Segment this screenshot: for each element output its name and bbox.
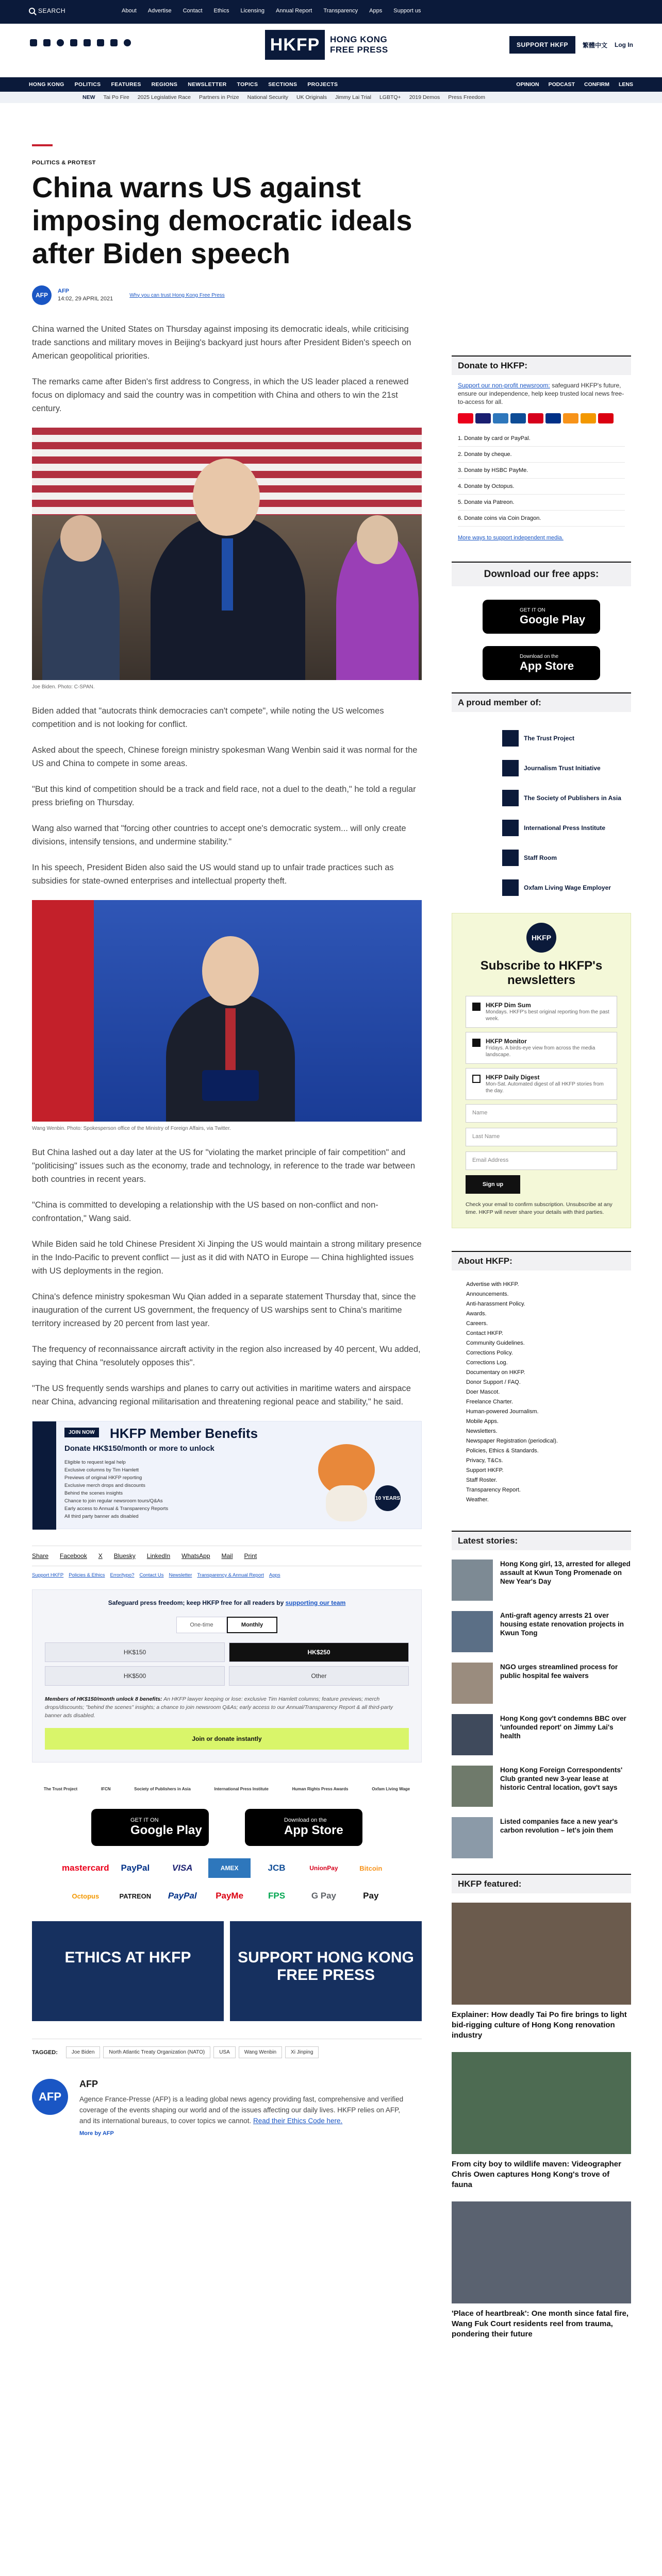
email-icon[interactable]: [110, 39, 118, 46]
org-logo[interactable]: Journalism Trust Initiative: [502, 753, 631, 783]
mastercard-icon: [458, 413, 473, 423]
member-title: HKFP Member Benefits: [110, 1426, 258, 1441]
utility-link-licensing[interactable]: Licensing: [240, 8, 264, 14]
utility-link-apps[interactable]: Apps: [369, 8, 383, 14]
featured-image: [452, 2201, 631, 2303]
author-avatar[interactable]: AFP: [32, 285, 52, 305]
featured-image: [452, 2052, 631, 2154]
utility-link-transparency[interactable]: Transparency: [323, 8, 358, 14]
about-link[interactable]: Staff Roster.: [466, 1477, 498, 1483]
newsletter-option[interactable]: HKFP Daily Digest Mon-Sat. Automated digest of all HKFP stories from the day.: [466, 1068, 617, 1100]
mascot-illustration: [297, 1429, 401, 1524]
about-link[interactable]: Documentary on HKFP.: [466, 1369, 525, 1376]
fps-icon: FPS: [268, 1891, 286, 1901]
visa-icon: VISA: [172, 1863, 193, 1873]
subnav-item[interactable]: Jimmy Lai Trial: [335, 94, 371, 100]
about-link[interactable]: Support HKFP.: [466, 1467, 504, 1473]
benefits-list: Eligible to request legal help Exclusive columns by Tim Hamlett Previews of original HKFP reporting Exclusive merch drops and discounts Behind the scenes insights Chance to join regular newsroom tours/Q&As Early access to Annual & Transparency Reports All third party banner ads disabled: [64, 1460, 169, 1519]
partner-logo[interactable]: Oxfam Living Wage: [372, 1786, 410, 1791]
article-footer-links: [32, 1572, 422, 1578]
language-link[interactable]: 繁體中文: [582, 41, 607, 49]
bluesky-icon[interactable]: [84, 39, 91, 46]
ten-years-badge: 10 YEARS: [375, 1485, 401, 1511]
article-paragraph: China warned the United States on Thursday against imposing its democratic ideals, while criticising trade sanctions and military moves in Beijing's backyard just hours after President Biden's speech on American geopolitical priorities.: [32, 325, 411, 361]
checkbox-checked[interactable]: [472, 1039, 481, 1047]
donate-heading: Safeguard press freedom; keep HKFP free for all readers by supporting our team: [108, 1599, 346, 1606]
instagram-icon[interactable]: [57, 39, 64, 46]
newsletter-option[interactable]: HKFP Dim Sum Mondays. HKFP's best original reporting from the past week.: [466, 996, 617, 1028]
about-link[interactable]: Anti-harassment Policy.: [466, 1301, 525, 1307]
payme-icon: PayMe: [216, 1891, 244, 1901]
monthly-option[interactable]: Monthly: [227, 1617, 277, 1633]
name-field[interactable]: Name: [466, 1104, 617, 1123]
top-utility-bar: [0, 0, 662, 24]
subnav-item[interactable]: Press Freedom: [448, 94, 486, 100]
about-link[interactable]: Transparency Report.: [466, 1487, 521, 1493]
newsletter-title: Subscribe to HKFP's newsletters: [480, 959, 603, 987]
latest-story[interactable]: Listed companies face a new year's carbon revolution – let's join them: [452, 1817, 631, 1858]
join-now-badge[interactable]: JOIN NOW: [64, 1428, 99, 1437]
patreon-icon: PATREON: [119, 1892, 152, 1900]
checkbox[interactable]: [472, 1075, 481, 1083]
latest-stories-heading: Latest stories:: [452, 1531, 631, 1550]
footer-link[interactable]: Error/typo?: [110, 1572, 135, 1578]
share-bar: [32, 1546, 422, 1566]
about-link[interactable]: Corrections Policy.: [466, 1350, 513, 1356]
ethics-code-link[interactable]: Read their Ethics Code here.: [253, 2117, 343, 2125]
x-icon[interactable]: [43, 39, 51, 46]
facebook-icon[interactable]: [30, 39, 37, 46]
tags-label: TAGGED:: [32, 2049, 58, 2056]
article-paragraph: While Biden said he told Chinese President Xi Jinping the US would maintain a strong military presence in the Indo-Pacific to prevent conflict — just as it did with NATO in Europe — China highlighted issues with US deployments in the region.: [32, 1240, 422, 1276]
amount-option[interactable]: HK$500: [45, 1666, 225, 1686]
donate-method[interactable]: 6. Donate coins via Coin Dragon.: [458, 511, 625, 527]
article-paragraph: "But this kind of competition should be a track and field race, not a duel to the death," he told a regular press briefing on Thursday.: [32, 785, 416, 807]
about-link[interactable]: Newspaper Registration (periodical).: [466, 1438, 558, 1444]
featured-story[interactable]: From city boy to wildlife maven: Videographer Chris Owen captures Hong Kong's trove of fauna: [452, 2052, 631, 2190]
about-link[interactable]: Policies, Ethics & Standards.: [466, 1448, 539, 1454]
jcb-icon: JCB: [268, 1863, 286, 1873]
utility-link-about[interactable]: About: [122, 8, 137, 14]
last-name-field[interactable]: Last Name: [466, 1128, 617, 1146]
subnav-item[interactable]: UK Originals: [296, 94, 327, 100]
accent-bar: [32, 144, 53, 146]
donate-method[interactable]: 3. Donate by HSBC PayMe.: [458, 463, 625, 479]
search-button[interactable]: SEARCH: [29, 7, 65, 14]
story-thumbnail: [452, 1611, 493, 1652]
article-paragraph: "China is committed to developing a relationship with the US based on non-conflict and non-confrontation," Wang said.: [32, 1200, 378, 1223]
app-store-badge[interactable]: Download on the App Store: [245, 1809, 362, 1846]
latest-story[interactable]: Hong Kong gov't condemns BBC over 'unfounded report' on Jimmy Lai's health: [452, 1714, 631, 1755]
sidebar: [452, 355, 631, 2351]
about-link[interactable]: Announcements.: [466, 1291, 509, 1297]
author-avatar-large[interactable]: AFP: [32, 2079, 68, 2115]
youtube-icon[interactable]: [97, 39, 104, 46]
share-mail[interactable]: Mail: [221, 1552, 233, 1560]
nav-projects[interactable]: PROJECTS: [307, 81, 338, 88]
utility-link-annual-report[interactable]: Annual Report: [275, 8, 312, 14]
threads-icon[interactable]: [70, 39, 77, 46]
google-play-badge[interactable]: GET IT ON Google Play: [91, 1809, 209, 1846]
donate-method[interactable]: 1. Donate by card or PayPal.: [458, 431, 625, 447]
latest-story[interactable]: Hong Kong girl, 13, arrested for alleged assault at Kwun Tong Promenade on New Year's Day: [452, 1560, 631, 1601]
org-logo[interactable]: Oxfam Living Wage Employer: [502, 873, 631, 903]
nav-lens[interactable]: LENS: [618, 81, 633, 88]
about-link[interactable]: Privacy, T&Cs.: [466, 1458, 503, 1464]
featured-image: [452, 1903, 631, 2005]
promo-tiles: [32, 1921, 422, 2021]
site-header: [0, 24, 662, 77]
article-paragraph: In his speech, President Biden also said the US would stand up to unfair trade practices such as subsidies for state-owned enterprises and intellectual property theft.: [32, 863, 394, 886]
apps-heading: Download our free apps:: [452, 562, 631, 586]
partner-logos: [32, 1780, 422, 1798]
donate-method[interactable]: 5. Donate via Patreon.: [458, 495, 625, 511]
article-paragraph: The remarks came after Biden's first address to Congress, in which the US leader placed a renewed focus on diplomacy and said the country was in competition with China and others to win the 21st century.: [32, 377, 409, 413]
footer-link[interactable]: Newsletter: [169, 1572, 192, 1578]
subnav-item[interactable]: Tai Po Fire: [103, 94, 129, 100]
org-logo[interactable]: International Press Institute: [502, 813, 631, 843]
about-link[interactable]: Human-powered Journalism.: [466, 1409, 539, 1415]
logo-text: HONG KONG FREE PRESS: [330, 35, 388, 55]
trust-note-link[interactable]: Why you can trust Hong Kong Free Press: [129, 292, 225, 298]
octopus-icon: [581, 413, 596, 423]
bitcoin-icon: [563, 413, 578, 423]
paypal-icon: PayPal: [121, 1863, 150, 1873]
partner-logo[interactable]: The Trust Project: [43, 1786, 78, 1791]
org-logo[interactable]: Staff Room: [502, 843, 631, 873]
nav-topics[interactable]: TOPICS: [237, 81, 258, 88]
support-hkfp-button[interactable]: SUPPORT HKFP: [509, 36, 575, 54]
featured-story[interactable]: 'Place of heartbreak': One month since fatal fire, Wang Fuk Court residents reel from trauma, pondering their future: [452, 2201, 631, 2340]
newsletter-logo: HKFP: [526, 923, 556, 953]
header-actions: [509, 36, 633, 54]
share-print[interactable]: Print: [244, 1552, 257, 1560]
paypal-icon: [545, 413, 561, 423]
article-paragraph: Wang also warned that "forcing other countries to accept one's democratic system... will only create divisions, intensify tensions, and undermine stability.": [32, 824, 406, 846]
latest-stories-list: [452, 1560, 631, 1858]
sidebar-google-play-badge[interactable]: GET IT ON Google Play: [483, 600, 600, 634]
share-label: Share: [32, 1552, 49, 1560]
org-logo[interactable]: The Trust Project: [502, 723, 631, 753]
social-icons: [30, 39, 131, 46]
more-ways-link[interactable]: More ways to support independent media.: [458, 535, 564, 541]
newsletter-disclaimer: Check your email to confirm subscription. Unsubscribe at any time. HKFP will never share your details with third parties.: [466, 1201, 613, 1215]
wang-wenbin-photo: [32, 900, 422, 1122]
nav-confirm[interactable]: CONFIRM: [584, 81, 609, 88]
sign-up-button[interactable]: Sign up: [466, 1175, 520, 1194]
non-profit-link[interactable]: Support our non-profit newsroom:: [458, 382, 550, 389]
amex-icon: [493, 413, 508, 423]
tag[interactable]: Joe Biden: [66, 2046, 100, 2058]
about-link[interactable]: Freelance Charter.: [466, 1399, 514, 1405]
newsletter-signup: [452, 913, 631, 1228]
share-linkedin[interactable]: LinkedIn: [146, 1552, 171, 1560]
about-link[interactable]: Awards.: [466, 1311, 487, 1317]
about-link[interactable]: Advertise with HKFP.: [466, 1281, 519, 1287]
article-paragraph: Asked about the speech, Chinese foreign ministry spokesman Wang Wenbin said it was normal for the US and China to compete in some areas.: [32, 745, 418, 768]
biden-photo: [32, 428, 422, 680]
bitcoin-icon: Bitcoin: [359, 1864, 383, 1872]
story-thumbnail: [452, 1766, 493, 1807]
tag[interactable]: Wang Wenbin: [239, 2046, 282, 2058]
payme-icon: [598, 413, 614, 423]
member-orgs: [502, 723, 631, 903]
footer-link[interactable]: Transparency & Annual Report: [197, 1572, 264, 1578]
about-links: [466, 1280, 625, 1505]
footer-link[interactable]: Apps: [269, 1572, 280, 1578]
article-paragraph: Biden added that "autocrats think democracies can't compete", while noting the US welcomes competition and is not looking for conflict.: [32, 706, 384, 729]
main-navigation: [0, 77, 662, 92]
subnav-item[interactable]: Partners in Prize: [199, 94, 239, 100]
rss-icon[interactable]: [124, 39, 131, 46]
article-paragraph: "The US frequently sends warships and planes to carry out activities in maritime waters and airspace near China, advancing regional militarisation and threatening regional peace and stability," he said.: [32, 1384, 411, 1406]
mastercard-icon: mastercard: [62, 1863, 109, 1873]
about-link[interactable]: Doer Mascot.: [466, 1389, 500, 1395]
card-logos: [458, 413, 625, 423]
member-benefits-banner[interactable]: [32, 1421, 422, 1529]
nav-podcast[interactable]: PODCAST: [548, 81, 575, 88]
donate-widget: [32, 1589, 422, 1762]
article-paragraph: The frequency of reconnaissance aircraft activity in the region also increased by 40 percent, Wu added, saying that China "resolutely opposes this".: [32, 1345, 421, 1367]
author-box-name[interactable]: AFP: [79, 2079, 98, 2089]
payment-methods: [62, 1858, 392, 1906]
byline: [32, 285, 422, 305]
checkbox-checked[interactable]: [472, 1003, 481, 1011]
octopus-icon: Octopus: [72, 1892, 100, 1900]
byline-text: [58, 287, 113, 303]
unionpay-icon: [528, 413, 543, 423]
flag: [32, 900, 94, 1122]
more-by-author-link[interactable]: More by AFP: [79, 2130, 114, 2137]
one-time-option[interactable]: One-time: [176, 1617, 227, 1633]
join-donate-button[interactable]: Join or donate instantly: [45, 1728, 409, 1750]
nav-opinion[interactable]: OPINION: [516, 81, 539, 88]
nav-sections[interactable]: SECTIONS: [268, 81, 297, 88]
utility-links: [122, 8, 421, 14]
figure-caption: Joe Biden. Photo: C-SPAN.: [32, 684, 95, 690]
subnav-item[interactable]: 2019 Demos: [409, 94, 440, 100]
share-whatsapp[interactable]: WhatsApp: [181, 1552, 210, 1560]
search-icon: [29, 8, 35, 14]
article-tags: [32, 2039, 422, 2058]
author-box: [32, 2079, 422, 2137]
amount-option[interactable]: HK$150: [45, 1642, 225, 1662]
donate-method[interactable]: 4. Donate by Octopus.: [458, 479, 625, 495]
amount-option-other[interactable]: Other: [229, 1666, 409, 1686]
latest-story[interactable]: NGO urges streamlined process for public hospital fee waivers: [452, 1663, 631, 1704]
amount-options: [45, 1642, 409, 1686]
footer-link[interactable]: Support HKFP: [32, 1572, 64, 1578]
login-link[interactable]: Log In: [615, 41, 633, 48]
site-logo[interactable]: [265, 30, 388, 60]
about-link[interactable]: Mobile Apps.: [466, 1418, 499, 1425]
logo-box: HKFP: [265, 30, 325, 60]
sidebar-app-store-badge[interactable]: Download on the App Store: [483, 646, 600, 680]
share-x[interactable]: X: [98, 1552, 103, 1560]
email-field[interactable]: Email Address: [466, 1151, 617, 1170]
share-facebook[interactable]: Facebook: [60, 1552, 87, 1560]
donate-method[interactable]: 2. Donate by cheque.: [458, 447, 625, 463]
article: [32, 144, 422, 2137]
app-store-badges: [32, 1809, 422, 1846]
publish-date: 14:02, 29 APRIL 2021: [58, 296, 113, 302]
latest-story[interactable]: Hong Kong Foreign Correspondents' Club granted new 3-year lease at historic Central location, gov't says: [452, 1766, 631, 1807]
apple-pay-icon: Pay: [363, 1891, 379, 1901]
subnav-item[interactable]: LGBTQ+: [379, 94, 401, 100]
tag[interactable]: Xi Jinping: [285, 2046, 319, 2058]
about-link[interactable]: Careers.: [466, 1320, 488, 1327]
support-promo[interactable]: SUPPORT HONG KONG FREE PRESS: [230, 1921, 422, 2021]
about-link[interactable]: Corrections Log.: [466, 1360, 508, 1366]
unionpay-icon: UnionPay: [309, 1865, 338, 1872]
article-category[interactable]: POLITICS & PROTEST: [32, 160, 96, 166]
org-logo[interactable]: The Society of Publishers in Asia: [502, 783, 631, 813]
nav-newsletter[interactable]: NEWSLETTER: [188, 81, 227, 88]
utility-link-support[interactable]: Support us: [393, 8, 421, 14]
nav-features[interactable]: FEATURES: [111, 81, 141, 88]
proud-member-heading: A proud member of:: [452, 692, 631, 712]
tag[interactable]: North Atlantic Treaty Organization (NATO): [103, 2046, 210, 2058]
tag[interactable]: USA: [213, 2046, 236, 2058]
story-thumbnail: [452, 1560, 493, 1601]
utility-link-advertise[interactable]: Advertise: [147, 8, 172, 14]
featured-story[interactable]: Explainer: How deadly Tai Po fire brings to light bid-rigging culture of Hong Kong renovation industry: [452, 1903, 631, 2041]
article-paragraph: China's defence ministry spokesman Wu Qian added in a separate statement Thursday that, since the inauguration of the current US government, the frequency of US warships sent to China's maritime territory increased by 20 percent from last year.: [32, 1292, 416, 1328]
about-heading: About HKFP:: [452, 1251, 631, 1270]
story-thumbnail: [452, 1714, 493, 1755]
amount-option-selected[interactable]: HK$250: [229, 1642, 409, 1662]
share-bluesky[interactable]: Bluesky: [113, 1552, 136, 1560]
utility-link-contact[interactable]: Contact: [183, 8, 203, 14]
article-paragraph: But China lashed out a day later at the US for "violating the market principle of fair competition" and "politicising" issues such as the economy, trade and technology, in reference to the trade war between both countries in recent years.: [32, 1148, 416, 1184]
author-bio: Agence France-Presse (AFP) is a leading global news agency providing fast, comprehensive and verified coverage of the events shaping our world and of the issues affecting our daily lives. HKFP relies on AFP, and its international bureaus, to cover topics we cannot. Read their Ethics Code here.: [79, 2095, 404, 2125]
partner-logo[interactable]: Society of Publishers in Asia: [134, 1786, 191, 1791]
footer-link[interactable]: Policies & Ethics: [69, 1572, 105, 1578]
membership-note: Members of HK$150/month unlock 8 benefits: An HKFP lawyer keeping or lose: exclusive Tim Hamlett columns; feature previews; merch drops/discounts; "behind the scenes" insights; a chance to join newsroom Q&As; early access to our Annual/Transparency Report & all third-party banner ads disabled.: [45, 1696, 393, 1719]
figure-caption: Wang Wenbin. Photo: Spokesperson office of the Ministry of Foreign Affairs, via Twitter.: [32, 1126, 231, 1131]
partner-logo[interactable]: International Press Institute: [214, 1786, 269, 1791]
paypal-icon: PayPal: [168, 1891, 197, 1901]
author-name[interactable]: AFP: [58, 288, 69, 294]
about-link[interactable]: Donor Support / FAQ.: [466, 1379, 521, 1385]
trending-subnav: [0, 92, 662, 103]
utility-link-ethics[interactable]: Ethics: [213, 8, 229, 14]
subnav-item[interactable]: National Security: [247, 94, 289, 100]
latest-story[interactable]: Anti-graft agency arrests 21 over housing estate renovation projects in Kwun Tong: [452, 1611, 631, 1652]
footer-link[interactable]: Contact Us: [139, 1572, 164, 1578]
new-label: NEW: [82, 94, 95, 100]
visa-icon: [475, 413, 491, 423]
story-thumbnail: [452, 1817, 493, 1858]
donate-sidebar-text: Support our non-profit newsroom: safeguard HKFP's future, ensure our independence, help keep trusted local news free-to-access for all.: [458, 382, 624, 405]
jcb-icon: [510, 413, 526, 423]
supporting-team-link[interactable]: supporting our team: [285, 1599, 346, 1606]
about-link[interactable]: Newsletters.: [466, 1428, 498, 1434]
featured-heading: HKFP featured:: [452, 1874, 631, 1893]
newsletter-option[interactable]: HKFP Monitor Fridays. A birds-eye view from across the media landscape.: [466, 1032, 617, 1064]
amex-icon: AMEX: [208, 1858, 250, 1878]
frequency-toggle: [45, 1617, 409, 1633]
ethics-promo[interactable]: ETHICS AT HKFP: [32, 1921, 224, 2021]
nav-hong-kong[interactable]: HONG KONG: [29, 81, 64, 88]
partner-logo[interactable]: IFCN: [101, 1786, 111, 1791]
donate-sidebar-heading: Donate to HKFP:: [452, 355, 631, 375]
google-pay-icon: G Pay: [311, 1891, 337, 1901]
podium: [202, 1070, 259, 1101]
about-link[interactable]: Contact HKFP.: [466, 1330, 503, 1336]
nav-regions[interactable]: REGIONS: [151, 81, 178, 88]
about-link[interactable]: Community Guidelines.: [466, 1340, 525, 1346]
story-thumbnail: [452, 1663, 493, 1704]
member-subtitle: Donate HK$150/month or more to unlock: [64, 1444, 214, 1453]
partner-logo[interactable]: Human Rights Press Awards: [292, 1786, 349, 1791]
article-title: China warns US against imposing democratic ideals after Biden speech: [32, 171, 412, 269]
nav-politics[interactable]: POLITICS: [74, 81, 101, 88]
donate-methods: [458, 431, 625, 527]
about-link[interactable]: Weather.: [466, 1497, 489, 1503]
subnav-item[interactable]: 2025 Legislative Race: [137, 94, 191, 100]
